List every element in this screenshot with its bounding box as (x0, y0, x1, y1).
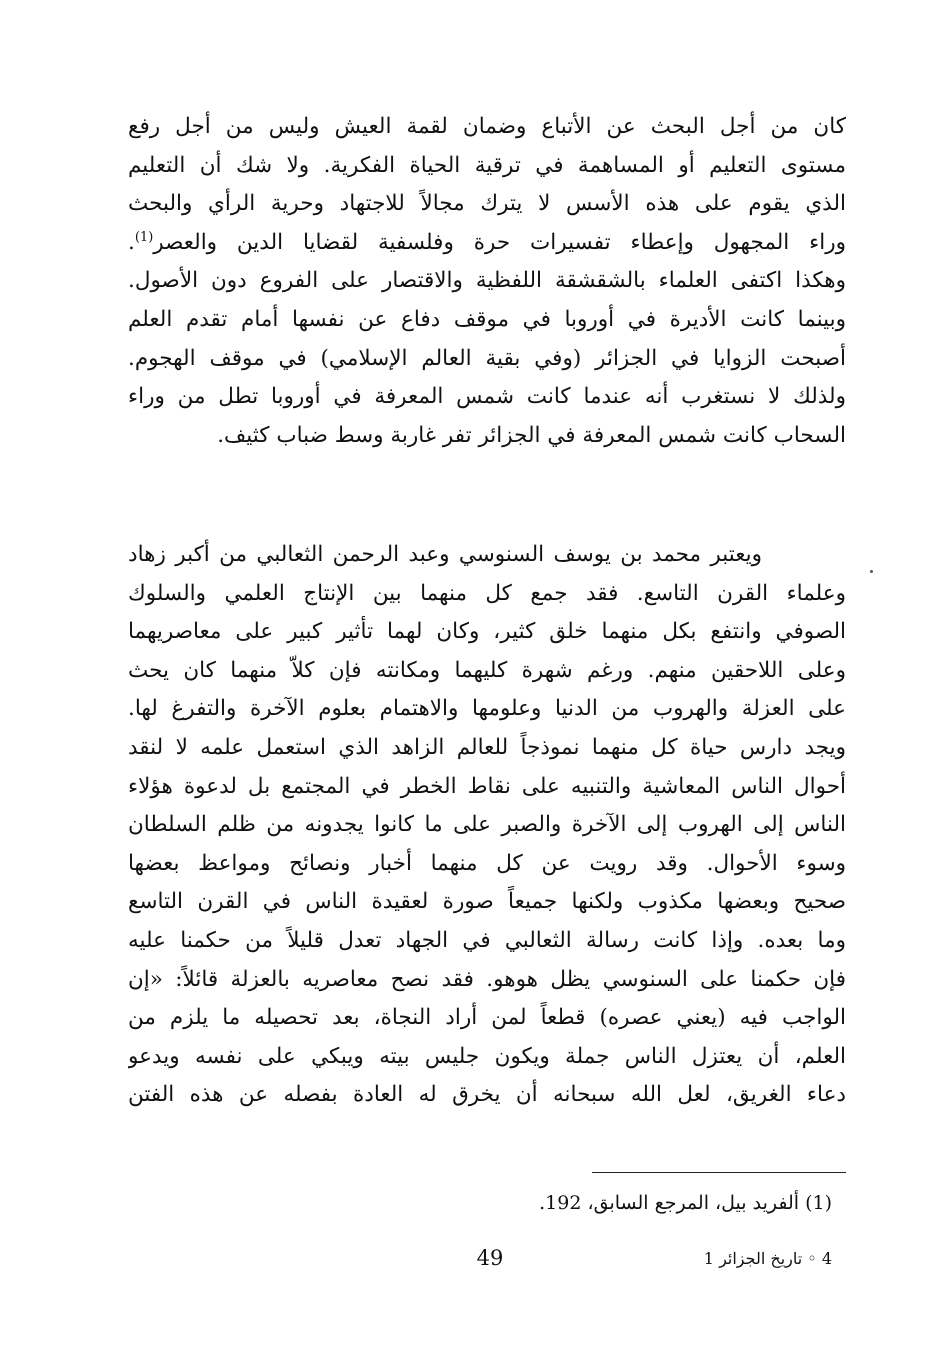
paragraph-2 (128, 536, 846, 1115)
scan-speck (870, 570, 873, 573)
paragraph-2-line: على العزلة والهروب من الدنيا وعلومها والاهتمام بعلوم الآخرة والتفرغ لها. (128, 696, 846, 722)
paragraph-1-line: وبينما كانت الأديرة في أوروبا في موقف دفاع عن نفسها أمام تقدم العلم (128, 306, 846, 332)
paragraph-1-line-with-footnote-ref (128, 224, 846, 263)
footnote: (1) ألفريد بيل، المرجع السابق، 192. (539, 1192, 832, 1214)
paragraph-2-line: وسوء الأحوال. وقد رويت عن كل منهما أخبار ونصائح ومواعظ بعضها (128, 850, 846, 876)
book-signature: 4 ◦ تاريخ الجزائر 1 (703, 1249, 832, 1268)
footnote-reference: (1) (134, 229, 154, 245)
sentence-end: . (128, 229, 135, 255)
paragraph-2-line: وعلماء القرن التاسع. فقد جمع كل منهما بين الإنتاج العلمي والسلوك (128, 580, 846, 606)
paragraph-2-line: ويجد دارس حياة كل منهما نموذجاً للعالم الزاهد الذي استعمل علمه لا لنقد (128, 734, 846, 760)
paragraph-2-line: الناس إلى الهروب إلى الآخرة والصبر على ما كانوا يجدونه من ظلم السلطان (128, 812, 846, 838)
page-number: 49 (476, 1246, 504, 1270)
paragraph-2-line: وما بعده. وإذا كانت رسالة الثعالبي في الجهاد تعدل قليلاً من حكمنا عليه (128, 927, 846, 953)
footnote-divider (592, 1172, 846, 1173)
paragraph-1-line: الذي يقوم على هذه الأسس لا يترك مجالاً للاجتهاد وحرية الرأي والبحث (128, 191, 846, 217)
paragraph-2-line: صحيح وبعضها مكذوب ولكنها جميعاً صورة لعقيدة الناس في القرن التاسع (128, 889, 846, 915)
paragraph-1-line: ولذلك لا نستغرب أنه عندما كانت شمس المعرفة في أوروبا تطل من وراء (128, 384, 846, 410)
paragraph-1-line-text: وراء المجهول وإعطاء تفسيرات حرة وفلسفية لقضايا الدين والعصر (153, 229, 846, 255)
paragraph-1-line: السحاب كانت شمس المعرفة في الجزائر تفر غاربة وسط ضباب كثيف. (217, 422, 846, 448)
paragraph-1-line: كان من أجل البحث عن الأتباع وضمان لقمة العيش وليس من أجل رفع (128, 114, 846, 139)
paragraph-2-line: الواجب فيه (يعني عصره) قطعاً لمن أراد النجاة، بعد تحصيله ما يلزم من (128, 1005, 846, 1031)
paragraph-2-line: وعلى اللاحقين منهم. ورغم شهرة كليهما ومكانته فإن كلاّ منهما كان يحث (128, 657, 846, 683)
paragraph-2-line: أحوال الناس المعاشية والتنبيه على نقاط الخطر في المجتمع بل لدعوة هؤلاء (128, 773, 846, 799)
paragraph-1-line: أصبحت الزوايا في الجزائر (وفي بقية العالم الإسلامي) في موقف الهجوم. (128, 345, 846, 371)
paragraph-1-line: مستوى التعليم أو المساهمة في ترقية الحياة الفكرية. ولا شك أن التعليم (128, 152, 846, 178)
paragraph-2-line: ويعتبر محمد بن يوسف السنوسي وعبد الرحمن الثعالبي من أكبر زهاد (128, 542, 762, 567)
paragraph-2-line: دعاء الغريق، لعل الله سبحانه أن يخرق له العادة بفصله عن هذه الفتن (128, 1082, 846, 1108)
paragraph-2-line: الصوفي وانتفع بكل منهما خلق كثير، وكان لهما تأثير كبير على معاصريهما (128, 619, 846, 645)
paragraph-1-line: وهكذا اكتفى العلماء بالشقشقة اللفظية والاقتصار على الفروع دون الأصول. (128, 268, 846, 294)
paragraph-1 (128, 108, 846, 455)
paragraph-2-line: فإن حكمنا على السنوسي يظل هوهو. فقد نصح معاصريه بالعزلة قائلاً: «إن (128, 966, 846, 992)
paragraph-2-line: العلم، أن يعتزل الناس جملة ويكون جليس بيته ويبكي على نفسه ويدعو (128, 1043, 846, 1069)
